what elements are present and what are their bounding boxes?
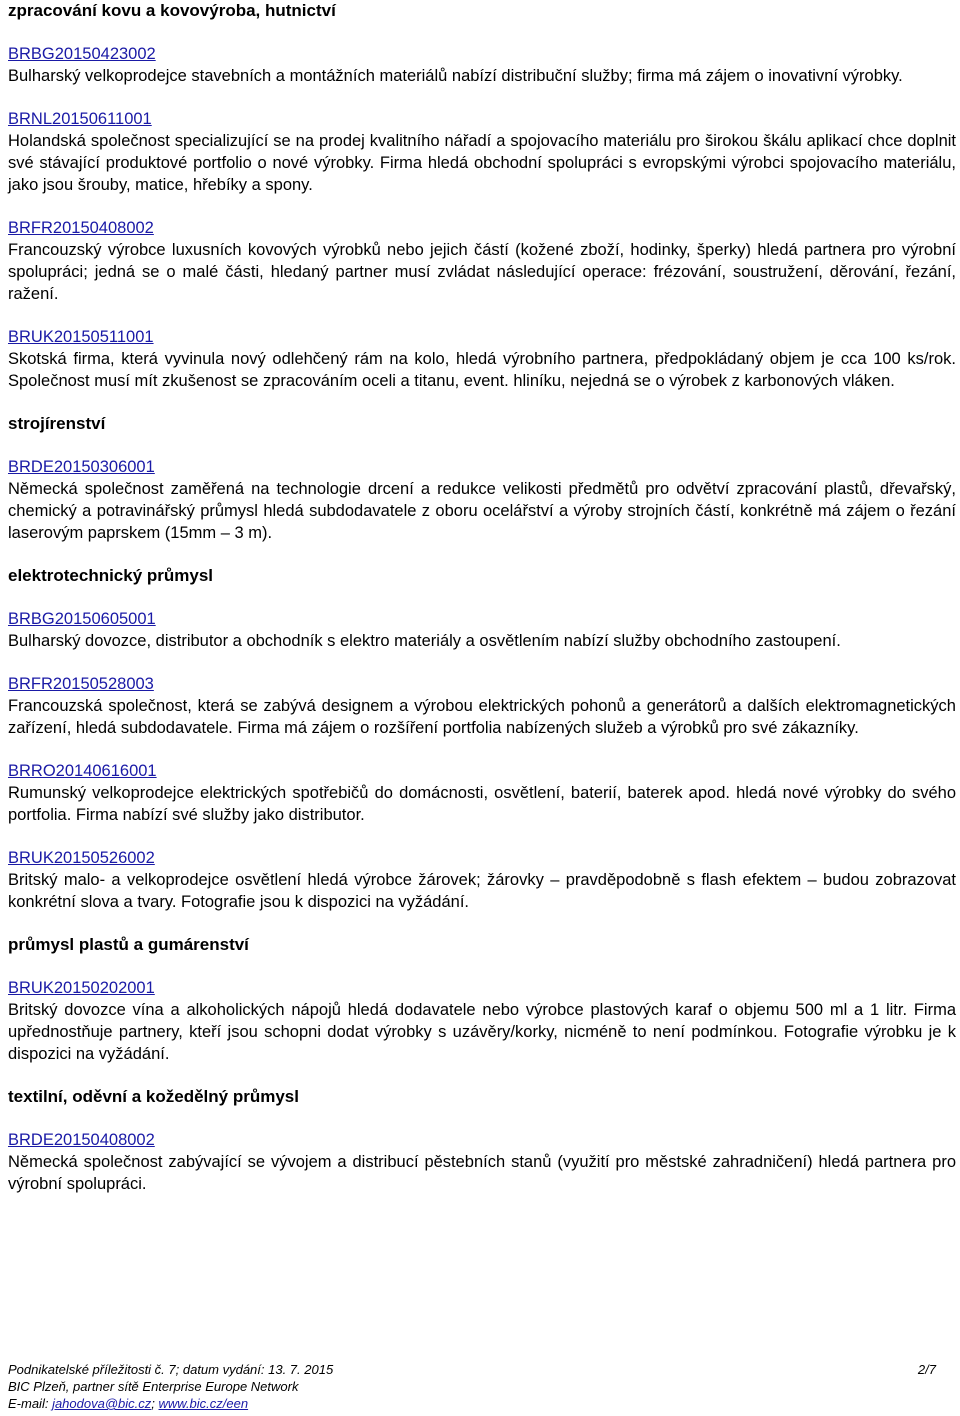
entry-description: Německá společnost zaměřená na technologie drcení a redukce velikosti předmětů pro odvětví zpracování plastů, dřevařský, chemický a potravinářský průmysl hledá subdodavatele z oboru ocelářství a výroby strojních částí, konkrétně má zájem o řezání laserovým paprskem (15mm – 3 m).	[8, 480, 956, 542]
website-link[interactable]: www.bic.cz/een	[158, 1396, 249, 1411]
list-item	[8, 456, 956, 544]
section-heading: textilní, oděvní a kožedělný průmysl	[8, 1087, 299, 1106]
section-heading: strojírenství	[8, 414, 106, 433]
entry-description: Německá společnost zabývající se vývojem a distribucí pěstebních stanů (využití pro městské zahradničení) hledá partnera pro výrobní spolupráci.	[8, 1153, 956, 1193]
entry-code-link[interactable]: BRBG20150605001	[8, 610, 156, 628]
entry-description: Britský malo- a velkoprodejce osvětlení hledá výrobce žárovek; žárovky – pravděpodobně s flash efektem – budou zobrazovat konkrétní slova a tvary. Fotografie jsou k dispozici na vyžádání.	[8, 871, 956, 911]
list-item	[8, 43, 956, 87]
entry-code-link[interactable]: BRUK20150526002	[8, 849, 155, 867]
entry-code-link[interactable]: BRFR20150528003	[8, 675, 154, 693]
contact-separator: ;	[151, 1396, 159, 1411]
list-item	[8, 673, 956, 739]
list-item	[8, 760, 956, 826]
document-body	[8, 0, 956, 1195]
section-heading: průmysl plastů a gumárenství	[8, 935, 249, 954]
entry-code-link[interactable]: BRNL20150611001	[8, 110, 152, 128]
entry-description: Bulharský dovozce, distributor a obchodník s elektro materiály a osvětlením nabízí služby obchodního zastoupení.	[8, 632, 841, 650]
footer-contact	[8, 1395, 936, 1412]
section-heading: elektrotechnický průmysl	[8, 566, 214, 585]
footer-issue-row	[8, 1361, 936, 1378]
section-heading: zpracování kovu a kovovýroba, hutnictví	[8, 1, 336, 20]
email-label: E-mail:	[8, 1396, 53, 1411]
entry-description: Holandská společnost specializující se na prodej kvalitního nářadí a spojovacího materiálu pro širokou škálu aplikací chce doplnit své stávající produktové portfolio o nové výrobky. Firma hledá obchodní spolupráci s evropskými výrobci spojovacího materiálu, jako jsou šrouby, matice, hřebíky a spony.	[8, 132, 956, 194]
footer-organization: BIC Plzeň, partner sítě Enterprise Europe Network	[8, 1379, 299, 1394]
entry-description: Rumunský velkoprodejce elektrických spotřebičů do domácnosti, osvětlení, baterií, baterek apod. hledá nové výrobky do svého portfolia. Firma nabízí své služby jako distributor.	[8, 784, 956, 824]
entry-code-link[interactable]: BRBG20150423002	[8, 45, 156, 63]
entry-code-link[interactable]: BRRO20140616001	[8, 762, 157, 780]
entry-description: Britský dovozce vína a alkoholických nápojů hledá dodavatele nebo výrobce plastových karaf o objemu 500 ml a 1 litr. Firma upřednostňuje partnery, kteří jsou schopni dodat výrobky s uzávěry/korky, nicméně to není podmínkou. Fotografie výrobku je k dispozici na vyžádání.	[8, 1001, 956, 1063]
list-item	[8, 326, 956, 392]
list-item	[8, 217, 956, 305]
page-footer	[8, 1361, 936, 1412]
entry-code-link[interactable]: BRFR20150408002	[8, 219, 154, 237]
entry-code-link[interactable]: BRUK20150202001	[8, 979, 155, 997]
email-link[interactable]: jahodova@bic.cz	[52, 1396, 152, 1411]
page-number: 2/7	[917, 1362, 936, 1377]
list-item	[8, 608, 956, 652]
entry-description: Skotská firma, která vyvinula nový odlehčený rám na kolo, hledá výrobního partnera, předpokládaný objem je cca 100 ks/rok. Společnost musí mít zkušenost se zpracováním oceli a titanu, event. hliníku, nejedná se o výrobek z karbonových vláken.	[8, 350, 956, 390]
entry-description: Francouzská společnost, která se zabývá designem a výrobou elektrických pohonů a generátorů a dalších elektromagnetických zařízení, hledá subdodavatele. Firma má zájem o rozšíření portfolia nabízených služeb a výrobků pro své zákazníky.	[8, 697, 956, 737]
entry-description: Bulharský velkoprodejce stavebních a montážních materiálů nabízí distribuční služby; firma má zájem o inovativní výrobky.	[8, 67, 903, 85]
list-item	[8, 847, 956, 913]
entry-code-link[interactable]: BRDE20150306001	[8, 458, 155, 476]
footer-issue-info: Podnikatelské příležitosti č. 7; datum vydání: 13. 7. 2015	[8, 1362, 334, 1377]
entry-code-link[interactable]: BRDE20150408002	[8, 1131, 155, 1149]
list-item	[8, 1129, 956, 1195]
list-item	[8, 977, 956, 1065]
entry-description: Francouzský výrobce luxusních kovových výrobků nebo jejich částí (kožené zboží, hodinky, šperky) hledá partnera pro výrobní spolupráci; jedná se o malé části, hledaný partner musí zvládat následující operace: frézování, soustružení, děrování, řezání, ražení.	[8, 241, 956, 303]
list-item	[8, 108, 956, 196]
entry-code-link[interactable]: BRUK20150511001	[8, 328, 154, 346]
